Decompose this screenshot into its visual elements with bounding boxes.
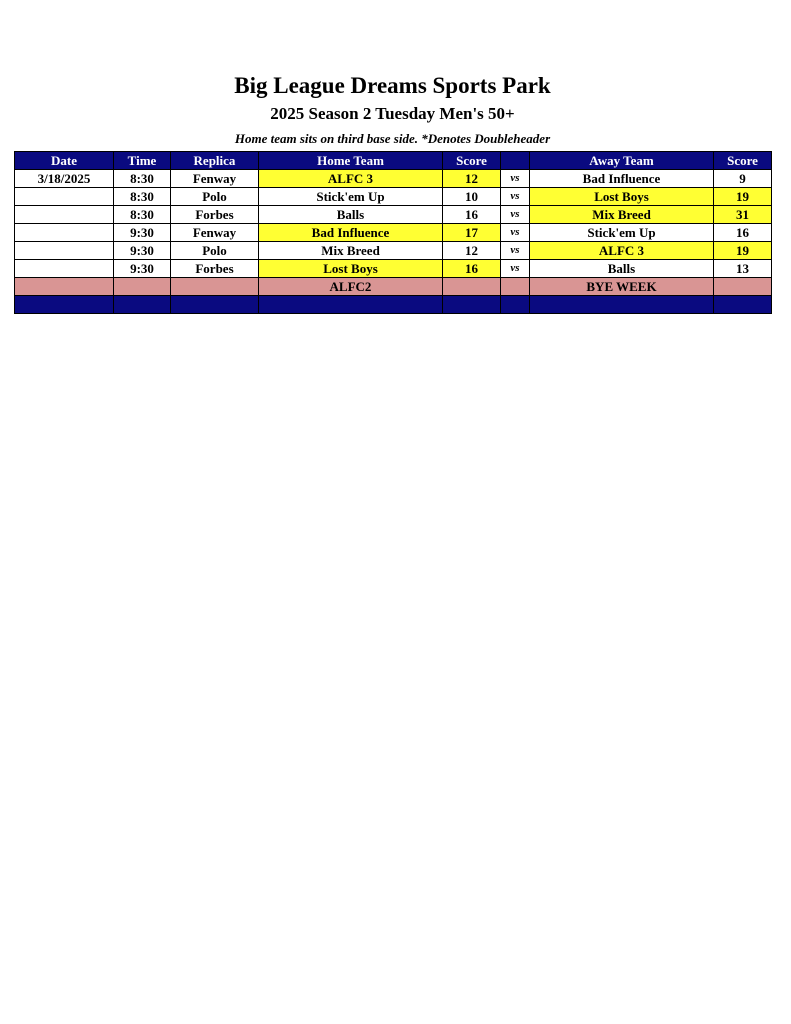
game-replica: Fenway — [171, 170, 259, 188]
game-date — [15, 260, 114, 278]
home-score: 12 — [443, 170, 501, 188]
document-title: Big League Dreams Sports Park — [234, 73, 551, 98]
away-score: 16 — [714, 224, 772, 242]
table-row — [15, 206, 772, 224]
bye-empty-cell — [714, 278, 772, 296]
bye-label: BYE WEEK — [530, 278, 714, 296]
game-date: 3/18/2025 — [15, 170, 114, 188]
footer-cell — [443, 296, 501, 314]
away-team: Mix Breed — [530, 206, 714, 224]
footer-cell — [259, 296, 443, 314]
table-footer-row — [15, 296, 772, 314]
vs-label: vs — [501, 170, 530, 188]
table-row — [15, 260, 772, 278]
vs-label: vs — [501, 224, 530, 242]
header-date: Date — [15, 152, 114, 170]
vs-label: vs — [501, 188, 530, 206]
game-time: 8:30 — [114, 170, 171, 188]
table-row — [15, 242, 772, 260]
document-note: Home team sits on third base side. *Denotes Doubleheader — [234, 131, 551, 146]
game-date — [15, 242, 114, 260]
home-team: Mix Breed — [259, 242, 443, 260]
footer-cell — [15, 296, 114, 314]
home-score: 17 — [443, 224, 501, 242]
bye-empty-cell — [15, 278, 114, 296]
table-row — [15, 170, 772, 188]
bye-empty-cell — [114, 278, 171, 296]
vs-label: vs — [501, 242, 530, 260]
game-date — [15, 188, 114, 206]
footer-cell — [171, 296, 259, 314]
game-time: 9:30 — [114, 242, 171, 260]
footer-cell — [114, 296, 171, 314]
document-subtitle: 2025 Season 2 Tuesday Men's 50+ — [270, 104, 515, 123]
away-score: 19 — [714, 188, 772, 206]
footer-cell — [530, 296, 714, 314]
vs-label: vs — [501, 206, 530, 224]
game-time: 9:30 — [114, 224, 171, 242]
bye-empty-cell — [501, 278, 530, 296]
home-score: 16 — [443, 260, 501, 278]
header-away-team: Away Team — [530, 152, 714, 170]
table-header-row — [15, 152, 772, 170]
away-score: 9 — [714, 170, 772, 188]
bye-empty-cell — [171, 278, 259, 296]
away-score: 13 — [714, 260, 772, 278]
bye-empty-cell — [443, 278, 501, 296]
game-replica: Fenway — [171, 224, 259, 242]
bye-week-row — [15, 278, 772, 296]
away-score: 19 — [714, 242, 772, 260]
table-row — [15, 188, 772, 206]
game-time: 8:30 — [114, 206, 171, 224]
away-team: Bad Influence — [530, 170, 714, 188]
table-row — [15, 224, 772, 242]
home-team: Stick'em Up — [259, 188, 443, 206]
game-replica: Polo — [171, 242, 259, 260]
game-replica: Forbes — [171, 260, 259, 278]
header-home-team: Home Team — [259, 152, 443, 170]
home-score: 10 — [443, 188, 501, 206]
home-team: Lost Boys — [259, 260, 443, 278]
header-away-score: Score — [714, 152, 772, 170]
game-time: 8:30 — [114, 188, 171, 206]
home-score: 12 — [443, 242, 501, 260]
game-date — [15, 224, 114, 242]
game-replica: Forbes — [171, 206, 259, 224]
header-vs — [501, 152, 530, 170]
home-team: Balls — [259, 206, 443, 224]
game-time: 9:30 — [114, 260, 171, 278]
game-replica: Polo — [171, 188, 259, 206]
header-home-score: Score — [443, 152, 501, 170]
away-team: Balls — [530, 260, 714, 278]
footer-cell — [714, 296, 772, 314]
schedule-table — [14, 151, 772, 314]
away-team: ALFC 3 — [530, 242, 714, 260]
header-time: Time — [114, 152, 171, 170]
away-team: Lost Boys — [530, 188, 714, 206]
bye-team: ALFC2 — [259, 278, 443, 296]
vs-label: vs — [501, 260, 530, 278]
home-team: Bad Influence — [259, 224, 443, 242]
home-team: ALFC 3 — [259, 170, 443, 188]
home-score: 16 — [443, 206, 501, 224]
game-date — [15, 206, 114, 224]
footer-cell — [501, 296, 530, 314]
away-score: 31 — [714, 206, 772, 224]
header-replica: Replica — [171, 152, 259, 170]
away-team: Stick'em Up — [530, 224, 714, 242]
